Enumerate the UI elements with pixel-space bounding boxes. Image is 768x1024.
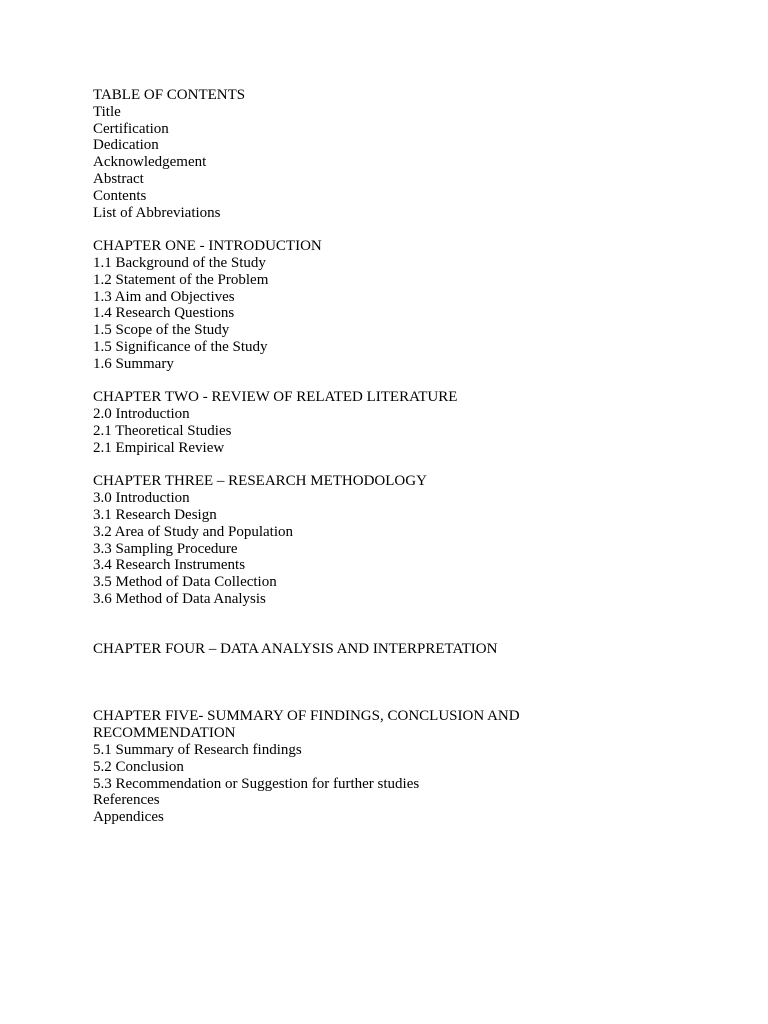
section-item: 5.1 Summary of Research findings [93, 742, 302, 759]
chapter-two-section [93, 389, 733, 456]
section-item: 3.2 Area of Study and Population [93, 523, 293, 540]
section-item: 2.1 Empirical Review [93, 439, 225, 456]
front-matter-item: Contents [93, 187, 147, 204]
chapter-four-section [93, 641, 733, 658]
section-item: 5.3 Recommendation or Suggestion for further studies [93, 775, 420, 792]
spacer [93, 373, 733, 390]
section-item: 1.3 Aim and Objectives [93, 288, 235, 305]
section-item: 1.1 Background of the Study [93, 254, 266, 271]
front-matter-item: Abstract [93, 170, 144, 187]
chapter-title: CHAPTER THREE – RESEARCH METHODOLOGY [93, 473, 427, 490]
chapter-five-section [93, 708, 733, 792]
section-item: 1.5 Scope of the Study [93, 322, 230, 339]
section-item: 5.2 Conclusion [93, 758, 184, 775]
section-item: 1.5 Significance of the Study [93, 338, 268, 355]
chapter-three-section [93, 473, 733, 607]
document-page [93, 87, 733, 826]
back-matter-item: Appendices [93, 809, 164, 826]
section-item: 2.1 Theoretical Studies [93, 422, 232, 439]
spacer [93, 457, 733, 474]
front-matter-item: Acknowledgement [93, 154, 207, 171]
front-matter-item: List of Abbreviations [93, 204, 221, 221]
section-item: 3.3 Sampling Procedure [93, 540, 238, 557]
toc-heading: TABLE OF CONTENTS [93, 87, 246, 103]
front-matter-item: Title [93, 103, 121, 120]
front-matter-item: Certification [93, 120, 169, 137]
chapter-title: CHAPTER TWO - REVIEW OF RELATED LITERATURE [93, 389, 458, 406]
section-item: 3.5 Method of Data Collection [93, 574, 277, 591]
section-item: 3.0 Introduction [93, 490, 190, 507]
front-matter-list [93, 104, 733, 222]
spacer [93, 221, 733, 238]
chapter-one-section [93, 238, 733, 372]
section-item: 3.1 Research Design [93, 506, 217, 523]
back-matter-item: References [93, 792, 160, 809]
front-matter-item: Dedication [93, 137, 159, 154]
section-item: 1.2 Statement of the Problem [93, 271, 269, 288]
spacer [93, 608, 733, 642]
chapter-title: CHAPTER FIVE- SUMMARY OF FINDINGS, CONCLUSION AND RECOMMENDATION [93, 708, 520, 742]
section-item: 1.4 Research Questions [93, 305, 235, 322]
chapter-title: CHAPTER ONE - INTRODUCTION [93, 238, 322, 255]
chapter-title: CHAPTER FOUR – DATA ANALYSIS AND INTERPRETATION [93, 641, 498, 658]
section-item: 3.6 Method of Data Analysis [93, 590, 266, 607]
spacer [93, 658, 733, 708]
back-matter-list [93, 792, 733, 826]
section-item: 3.4 Research Instruments [93, 557, 246, 574]
section-item: 1.6 Summary [93, 355, 174, 372]
section-item: 2.0 Introduction [93, 406, 190, 423]
